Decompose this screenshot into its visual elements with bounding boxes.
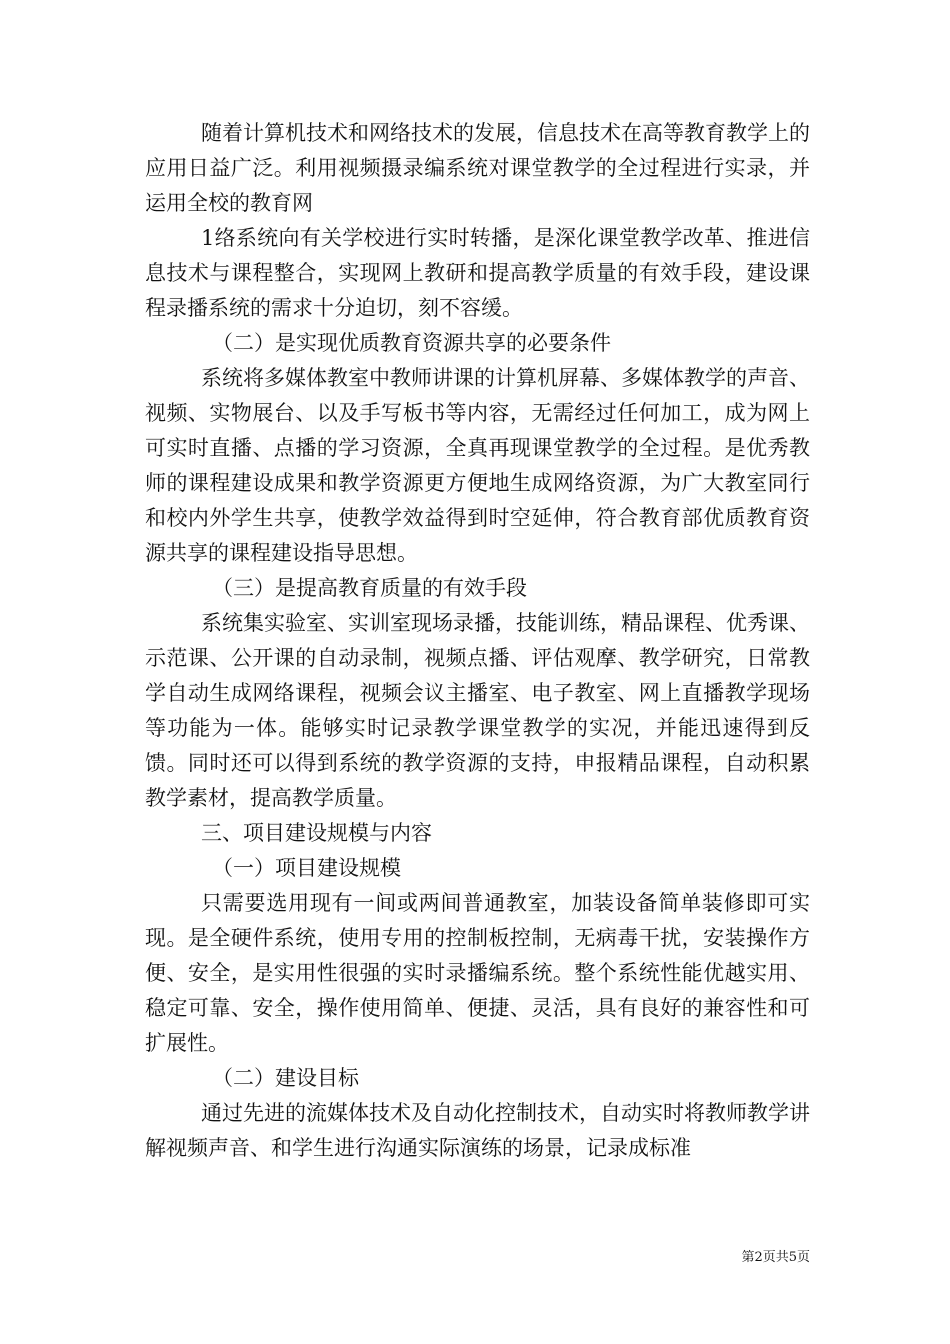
- heading-quality: （三）是提高教育质量的有效手段: [212, 576, 527, 600]
- paragraph-network: 1络系统向有关学校进行实时转播，是深化课堂教学改革、推进信息技术与课程整合，实现网上教研和提高教学质量的有效手段，建设课程录播系统的需求十分迫切，刻不容缓。: [145, 226, 810, 320]
- document-body: [145, 116, 810, 1166]
- paragraph-intro: 随着计算机技术和网络技术的发展，信息技术在高等教育教学上的应用日益广泛。利用视频摄录编系统对课堂教学的全过程进行实录，并运用全校的教育网: [145, 121, 810, 215]
- paragraph-quality: 系统集实验室、实训室现场录播，技能训练，精品课程、优秀课、示范课、公开课的自动录制，视频点播、评估观摩、教学研究，日常教学自动生成网络课程，视频会议主播室、电子教室、网上直播教学现场等功能为一体。能够实时记录教学课堂教学的实况，并能迅速得到反馈。同时还可以得到系统的教学资源的支持，申报精品课程，自动积累教学素材，提高教学质量。: [145, 611, 810, 810]
- paragraph-goals: 通过先进的流媒体技术及自动化控制技术，自动实时将教师教学讲解视频声音、和学生进行沟通实际演练的场景，记录成标准: [145, 1101, 810, 1160]
- page-number-footer: 第2页共5页: [741, 1250, 810, 1265]
- heading-section-three: 三、项目建设规模与内容: [201, 821, 432, 845]
- heading-goals: （二）建设目标: [212, 1066, 359, 1090]
- paragraph-scale: 只需要选用现有一间或两间普通教室，加装设备简单装修即可实现。是全硬件系统，使用专用的控制板控制，无病毒干扰，安装操作方便、安全，是实用性很强的实时录播编系统。整个系统性能优越实用、稳定可靠、安全，操作使用简单、便捷、灵活，具有良好的兼容性和可扩展性。: [145, 891, 810, 1055]
- paragraph-resource-sharing: 系统将多媒体教室中教师讲课的计算机屏幕、多媒体教学的声音、视频、实物展台、以及手写板书等内容，无需经过任何加工，成为网上可实时直播、点播的学习资源，全真再现课堂教学的全过程。是优秀教师的课程建设成果和教学资源更方便地生成网络资源，为广大教室同行和校内外学生共享，使教学效益得到时空延伸，符合教育部优质教育资源共享的课程建设指导思想。: [145, 366, 810, 565]
- heading-resource-sharing: （二）是实现优质教育资源共享的必要条件: [212, 331, 611, 355]
- heading-scale: （一）项目建设规模: [212, 856, 401, 880]
